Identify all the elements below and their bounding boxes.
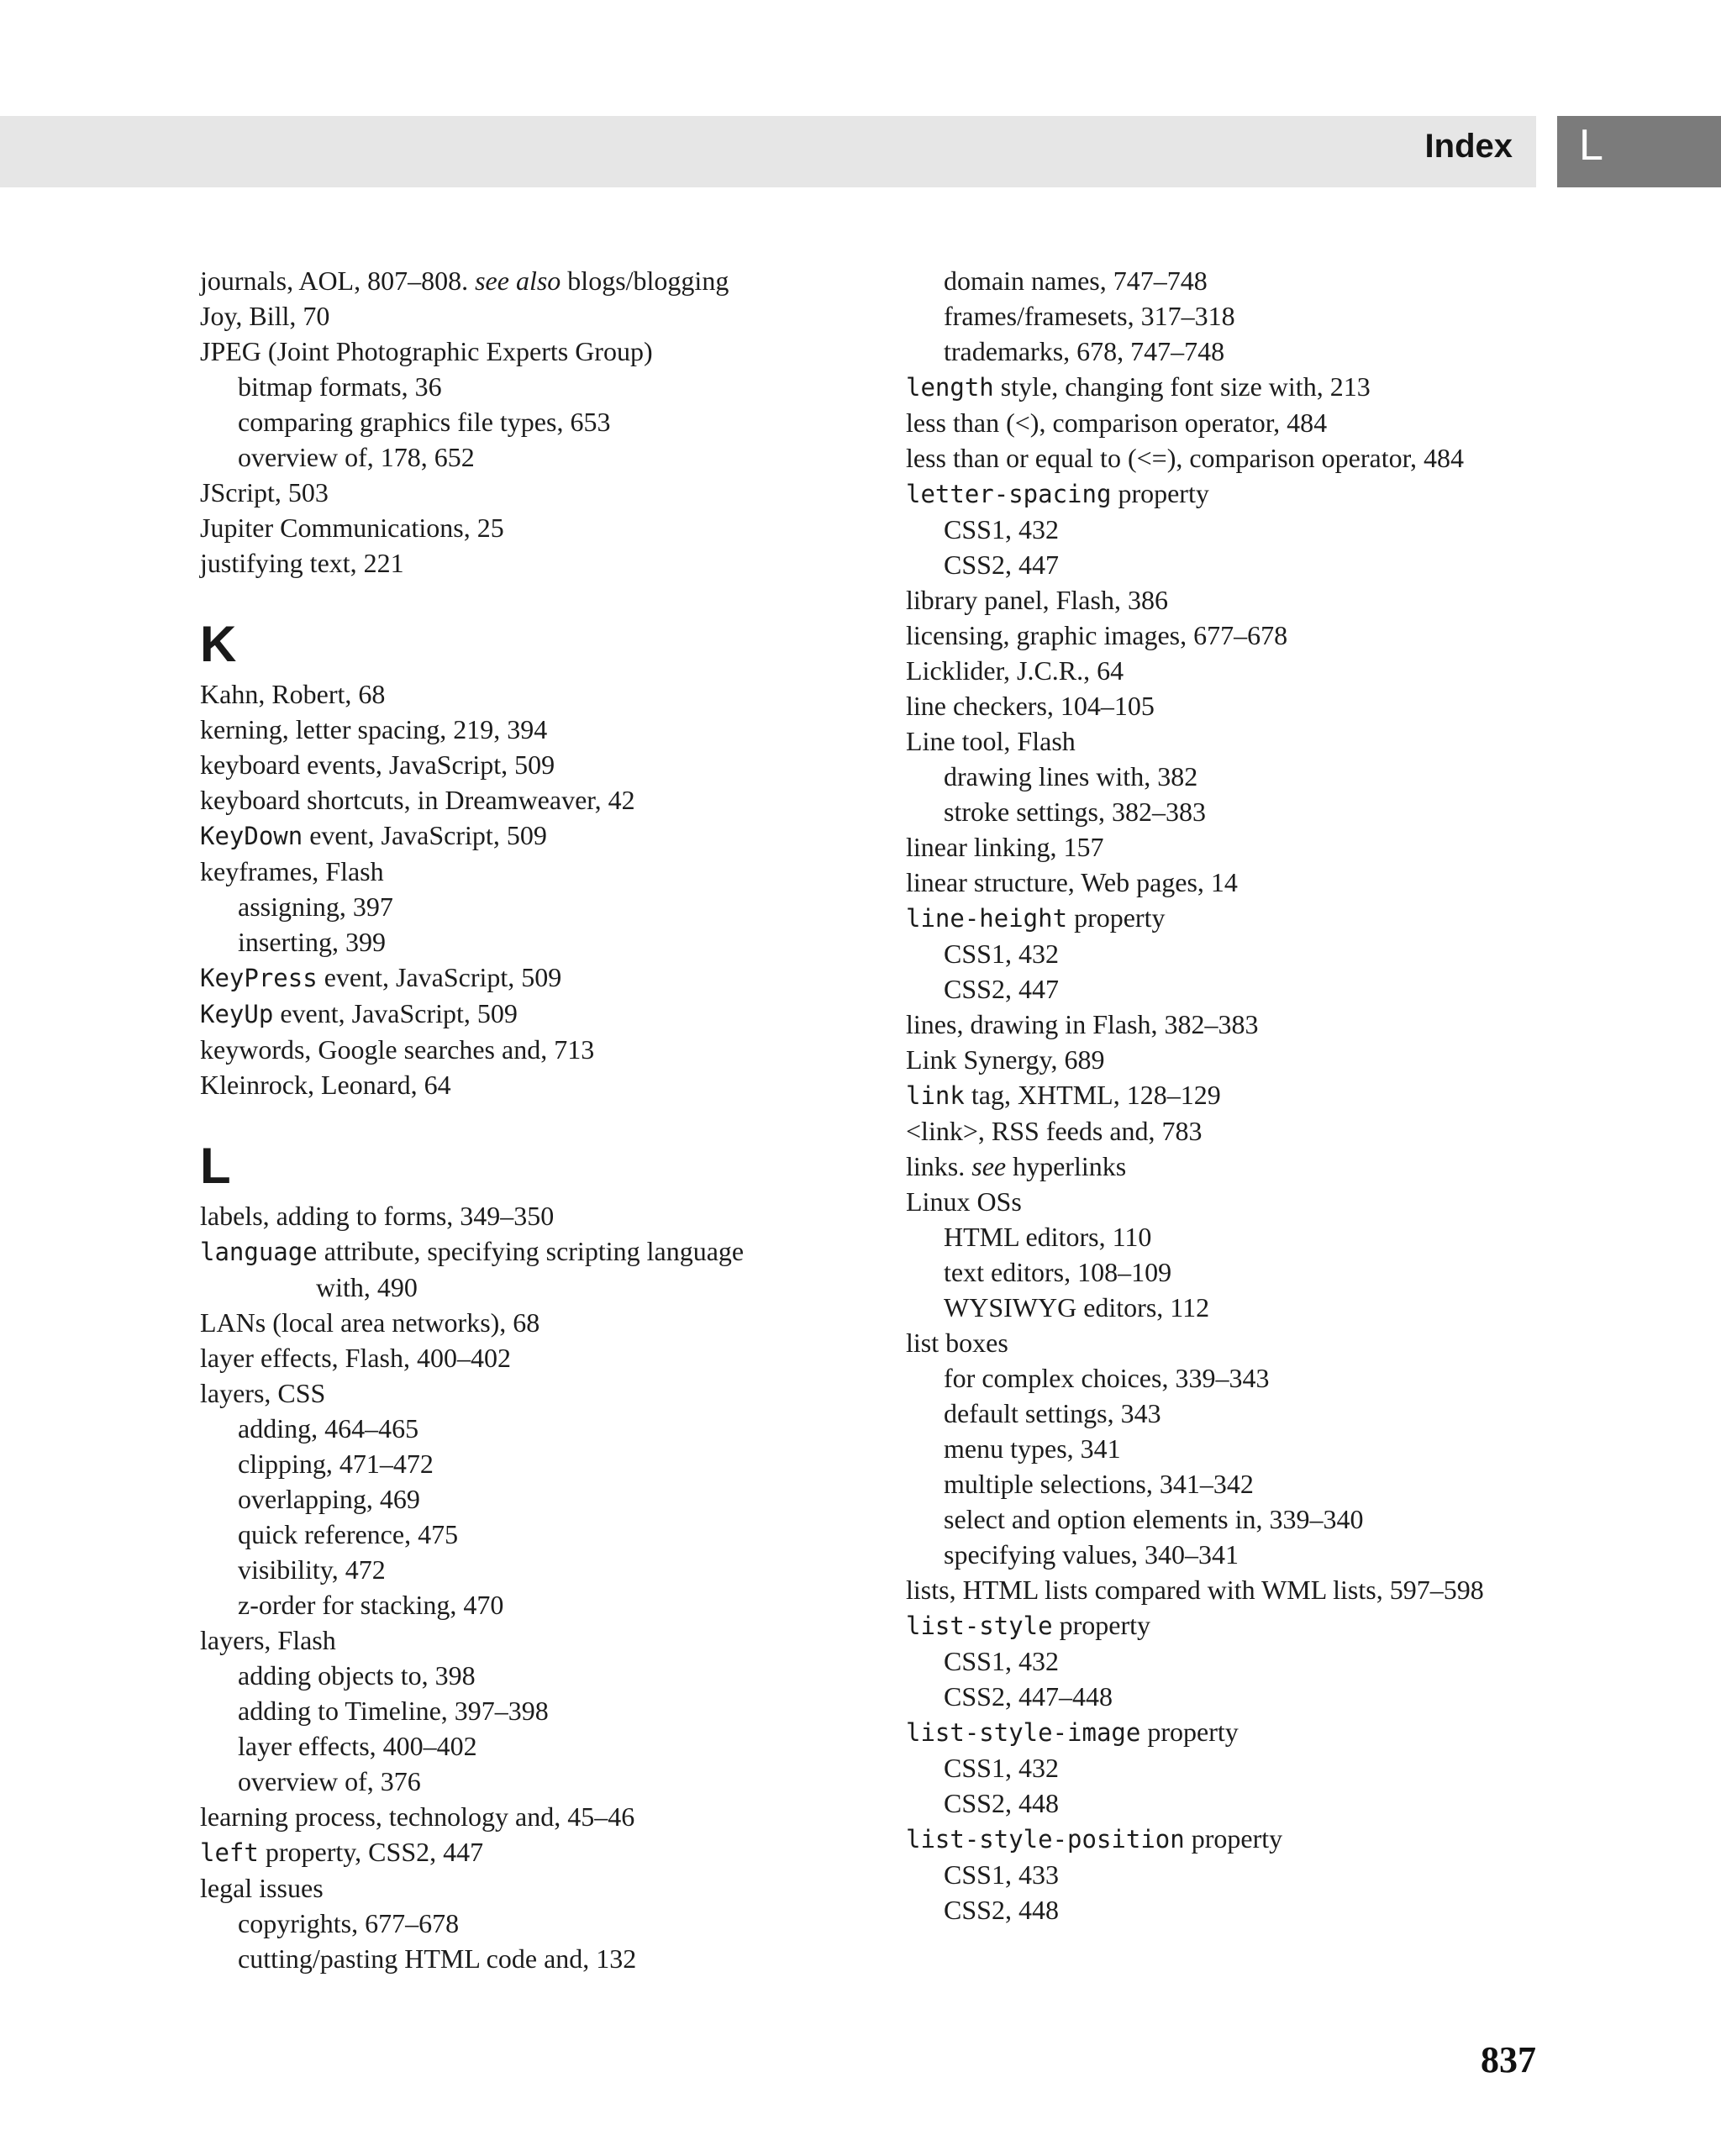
entry-text: trademarks, 678, 747–748 bbox=[944, 336, 1225, 366]
entry-code-term: list-style-position bbox=[906, 1825, 1185, 1854]
entry-text: tag, XHTML, 128–129 bbox=[964, 1080, 1221, 1110]
index-subentry bbox=[906, 1892, 1545, 1927]
index-entry bbox=[906, 723, 1545, 759]
index-subentry bbox=[906, 1643, 1545, 1679]
index-entry bbox=[200, 545, 805, 581]
index-entry bbox=[906, 405, 1545, 440]
entry-text: layer effects, Flash, 400–402 bbox=[200, 1343, 511, 1373]
entry-text: multiple selections, 341–342 bbox=[944, 1469, 1254, 1499]
index-subentry bbox=[906, 298, 1545, 334]
index-subentry bbox=[906, 1219, 1545, 1254]
index-entry bbox=[906, 829, 1545, 865]
entry-text: justifying text, 221 bbox=[200, 548, 404, 578]
index-subentry bbox=[906, 334, 1545, 369]
index-entry-continuation bbox=[200, 1270, 805, 1305]
index-subentry bbox=[200, 1411, 805, 1446]
entry-text: domain names, 747–748 bbox=[944, 266, 1208, 296]
entry-text: default settings, 343 bbox=[944, 1398, 1161, 1428]
entry-text: menu types, 341 bbox=[944, 1433, 1121, 1464]
index-subentry bbox=[906, 1857, 1545, 1892]
entry-text: Joy, Bill, 70 bbox=[200, 301, 330, 331]
entry-text: attribute, specifying scripting language bbox=[317, 1236, 745, 1266]
index-entry bbox=[906, 1572, 1545, 1607]
entry-text: <link>, RSS feeds and, 783 bbox=[906, 1116, 1203, 1146]
index-subentry bbox=[906, 1431, 1545, 1466]
entry-text: comparing graphics file types, 653 bbox=[238, 407, 611, 437]
entry-text: keyboard events, JavaScript, 509 bbox=[200, 749, 555, 780]
entry-text: CSS2, 447 bbox=[944, 974, 1059, 1004]
index-entry bbox=[906, 688, 1545, 723]
entry-text: overview of, 178, 652 bbox=[238, 442, 475, 472]
index-entry bbox=[906, 440, 1545, 476]
entry-text: JScript, 503 bbox=[200, 477, 329, 507]
entry-code-term: left bbox=[200, 1838, 259, 1867]
index-subentry bbox=[906, 1396, 1545, 1431]
index-subentry bbox=[200, 404, 805, 439]
entry-code-term: KeyDown bbox=[200, 822, 303, 850]
index-entry bbox=[906, 618, 1545, 653]
entry-text: licensing, graphic images, 677–678 bbox=[906, 620, 1288, 650]
entry-text: Linux OSs bbox=[906, 1186, 1022, 1217]
entry-code-term: KeyPress bbox=[200, 964, 318, 992]
entry-text: event, JavaScript, 509 bbox=[317, 962, 562, 992]
index-subentry bbox=[906, 1501, 1545, 1537]
entry-text: CSS2, 448 bbox=[944, 1895, 1059, 1925]
entry-text: for complex choices, 339–343 bbox=[944, 1363, 1270, 1393]
index-subentry bbox=[200, 924, 805, 960]
index-entry bbox=[200, 1067, 805, 1102]
index-subentry bbox=[906, 1679, 1545, 1714]
entry-text: journals, AOL, 807–808. bbox=[200, 266, 476, 296]
entry-text: bitmap formats, 36 bbox=[238, 371, 442, 402]
index-entry bbox=[200, 1032, 805, 1067]
entry-text: library panel, Flash, 386 bbox=[906, 585, 1168, 615]
entry-text: frames/framesets, 317–318 bbox=[944, 301, 1235, 331]
index-entry bbox=[200, 1375, 805, 1411]
entry-text: HTML editors, 110 bbox=[944, 1222, 1152, 1252]
index-subentry bbox=[906, 1466, 1545, 1501]
index-subentry bbox=[200, 369, 805, 404]
index-entry bbox=[200, 1834, 805, 1870]
entry-text: style, changing font size with, 213 bbox=[993, 371, 1371, 402]
entry-text: hyperlinks bbox=[1006, 1151, 1127, 1181]
entry-code-term: KeyUp bbox=[200, 1000, 274, 1028]
entry-text: list boxes bbox=[906, 1328, 1008, 1358]
entry-text: property bbox=[1052, 1610, 1151, 1640]
entry-code-term: length bbox=[906, 373, 994, 402]
index-entry bbox=[200, 334, 805, 369]
index-entry bbox=[906, 369, 1545, 405]
index-subentry bbox=[906, 1785, 1545, 1821]
entry-cross-reference: see also bbox=[475, 266, 561, 296]
index-entry bbox=[200, 1198, 805, 1233]
index-column-left bbox=[200, 263, 805, 1976]
index-subentry bbox=[906, 263, 1545, 298]
index-column-right bbox=[906, 263, 1545, 1927]
entry-text: Jupiter Communications, 25 bbox=[200, 513, 504, 543]
index-subentry bbox=[906, 1290, 1545, 1325]
entry-text: property, CSS2, 447 bbox=[258, 1837, 484, 1867]
index-subentry bbox=[906, 794, 1545, 829]
entry-text: keyframes, Flash bbox=[200, 856, 384, 886]
index-entry bbox=[906, 1325, 1545, 1360]
index-entry bbox=[906, 1607, 1545, 1643]
section-letter-tab bbox=[1557, 116, 1721, 187]
entry-cross-reference: see bbox=[971, 1151, 1007, 1181]
index-entry bbox=[906, 1821, 1545, 1857]
entry-text: CSS1, 432 bbox=[944, 514, 1059, 544]
index-entry bbox=[906, 1007, 1545, 1042]
entry-text: layers, Flash bbox=[200, 1625, 336, 1655]
entry-text: property bbox=[1184, 1823, 1283, 1854]
entry-text: layers, CSS bbox=[200, 1378, 326, 1408]
index-entry bbox=[200, 996, 805, 1032]
entry-code-term: language bbox=[200, 1238, 318, 1266]
entry-text: text editors, 108–109 bbox=[944, 1257, 1172, 1287]
index-entry bbox=[906, 1149, 1545, 1184]
section-letter-heading: K bbox=[200, 616, 237, 672]
page-number: 837 bbox=[1481, 2039, 1536, 2080]
entry-text: copyrights, 677–678 bbox=[238, 1908, 460, 1938]
entry-text: Licklider, J.C.R., 64 bbox=[906, 655, 1124, 686]
entry-text: Kleinrock, Leonard, 64 bbox=[200, 1070, 451, 1100]
index-entry bbox=[906, 1714, 1545, 1750]
index-entry bbox=[906, 582, 1545, 618]
index-entry bbox=[200, 1340, 805, 1375]
entry-text: inserting, 399 bbox=[238, 927, 386, 957]
index-entry bbox=[906, 1042, 1545, 1077]
entry-text: less than (<), comparison operator, 484 bbox=[906, 408, 1328, 438]
index-subentry bbox=[200, 1764, 805, 1799]
index-entry bbox=[200, 960, 805, 996]
index-subentry bbox=[906, 759, 1545, 794]
index-entry bbox=[906, 865, 1545, 900]
entry-text: CSS2, 448 bbox=[944, 1788, 1059, 1818]
entry-text: property bbox=[1140, 1717, 1239, 1747]
index-subentry bbox=[200, 1906, 805, 1941]
index-entry bbox=[200, 1799, 805, 1834]
index-subentry bbox=[906, 1254, 1545, 1290]
index-subentry bbox=[906, 547, 1545, 582]
section-letter-tab-label: L bbox=[1579, 121, 1603, 170]
entry-text: specifying values, 340–341 bbox=[944, 1539, 1239, 1570]
entry-code-term: letter-spacing bbox=[906, 480, 1112, 508]
entry-text: stroke settings, 382–383 bbox=[944, 797, 1206, 827]
entry-text: blogs/blogging bbox=[561, 266, 729, 296]
entry-text: CSS1, 432 bbox=[944, 939, 1059, 969]
entry-text: cutting/pasting HTML code and, 132 bbox=[238, 1943, 637, 1974]
index-entry bbox=[200, 1622, 805, 1658]
entry-text: CSS1, 432 bbox=[944, 1753, 1059, 1783]
entry-text: property bbox=[1067, 902, 1166, 933]
index-entry bbox=[906, 1184, 1545, 1219]
index-entry bbox=[200, 747, 805, 782]
entry-text: z-order for stacking, 470 bbox=[238, 1590, 504, 1620]
entry-text: labels, adding to forms, 349–350 bbox=[200, 1201, 555, 1231]
entry-text: linear structure, Web pages, 14 bbox=[906, 867, 1238, 897]
entry-text: visibility, 472 bbox=[238, 1554, 386, 1585]
entry-text: Kahn, Robert, 68 bbox=[200, 679, 386, 709]
entry-text: line checkers, 104–105 bbox=[906, 691, 1155, 721]
entry-text: CSS2, 447–448 bbox=[944, 1681, 1113, 1712]
section-letter-heading: L bbox=[200, 1138, 231, 1194]
index-subentry bbox=[906, 512, 1545, 547]
entry-text: property bbox=[1111, 478, 1209, 508]
index-entry bbox=[906, 653, 1545, 688]
entry-code-term: link bbox=[906, 1081, 965, 1110]
entry-text: quick reference, 475 bbox=[238, 1519, 459, 1549]
index-entry bbox=[200, 1305, 805, 1340]
index-entry bbox=[906, 1113, 1545, 1149]
index-entry bbox=[906, 476, 1545, 512]
entry-text: event, JavaScript, 509 bbox=[303, 820, 547, 850]
index-subentry bbox=[906, 936, 1545, 971]
entry-text: adding objects to, 398 bbox=[238, 1660, 476, 1691]
index-subentry bbox=[200, 1728, 805, 1764]
entry-text: clipping, 471–472 bbox=[238, 1449, 434, 1479]
entry-text: CSS2, 447 bbox=[944, 550, 1059, 580]
index-subentry bbox=[200, 1587, 805, 1622]
index-entry bbox=[200, 1870, 805, 1906]
index-subentry bbox=[906, 1750, 1545, 1785]
entry-text: legal issues bbox=[200, 1873, 324, 1903]
index-subentry bbox=[200, 889, 805, 924]
entry-code-term: list-style bbox=[906, 1612, 1053, 1640]
index-entry bbox=[200, 818, 805, 854]
entry-text: lists, HTML lists compared with WML lists, 597–598 bbox=[906, 1575, 1484, 1605]
entry-text: keywords, Google searches and, 713 bbox=[200, 1034, 595, 1065]
index-entry bbox=[906, 900, 1545, 936]
header-title: Index bbox=[1424, 128, 1513, 165]
entry-text: overlapping, 469 bbox=[238, 1484, 420, 1514]
index-entry bbox=[200, 712, 805, 747]
entry-text: drawing lines with, 382 bbox=[944, 761, 1198, 791]
entry-text: JPEG (Joint Photographic Experts Group) bbox=[200, 336, 653, 366]
entry-text: keyboard shortcuts, in Dreamweaver, 42 bbox=[200, 785, 635, 815]
index-entry bbox=[200, 1233, 805, 1270]
index-subentry bbox=[200, 1941, 805, 1976]
entry-text: LANs (local area networks), 68 bbox=[200, 1307, 540, 1338]
index-subentry bbox=[200, 1517, 805, 1552]
entry-text: lines, drawing in Flash, 382–383 bbox=[906, 1009, 1259, 1039]
entry-text: overview of, 376 bbox=[238, 1766, 421, 1796]
index-subentry bbox=[200, 1446, 805, 1481]
index-subentry bbox=[200, 1481, 805, 1517]
index-subentry bbox=[906, 1360, 1545, 1396]
entry-text: select and option elements in, 339–340 bbox=[944, 1504, 1364, 1534]
entry-text: adding, 464–465 bbox=[238, 1413, 419, 1443]
entry-text: CSS1, 432 bbox=[944, 1646, 1059, 1676]
entry-code-term: list-style-image bbox=[906, 1718, 1141, 1747]
running-header-bar bbox=[0, 116, 1536, 187]
entry-text: with, 490 bbox=[316, 1272, 418, 1302]
entry-text: Line tool, Flash bbox=[906, 726, 1076, 756]
index-subentry bbox=[906, 971, 1545, 1007]
index-subentry bbox=[200, 1552, 805, 1587]
entry-text: CSS1, 433 bbox=[944, 1859, 1059, 1890]
index-entry bbox=[200, 676, 805, 712]
index-subentry bbox=[906, 1537, 1545, 1572]
entry-text: event, JavaScript, 509 bbox=[273, 998, 518, 1028]
index-subentry bbox=[200, 1693, 805, 1728]
entry-text: learning process, technology and, 45–46 bbox=[200, 1801, 635, 1832]
entry-text: assigning, 397 bbox=[238, 891, 393, 922]
index-subentry bbox=[200, 1658, 805, 1693]
index-entry bbox=[200, 298, 805, 334]
entry-text: less than or equal to (<=), comparison operator, 484 bbox=[906, 443, 1464, 473]
index-entry bbox=[200, 475, 805, 510]
entry-text: Link Synergy, 689 bbox=[906, 1044, 1105, 1075]
index-subentry bbox=[200, 439, 805, 475]
entry-text: links. bbox=[906, 1151, 972, 1181]
index-entry bbox=[200, 263, 805, 298]
index-entry bbox=[200, 510, 805, 545]
entry-text: linear linking, 157 bbox=[906, 832, 1104, 862]
entry-text: layer effects, 400–402 bbox=[238, 1731, 477, 1761]
entry-text: adding to Timeline, 397–398 bbox=[238, 1696, 549, 1726]
index-entry bbox=[906, 1077, 1545, 1113]
index-entry bbox=[200, 782, 805, 818]
entry-text: kerning, letter spacing, 219, 394 bbox=[200, 714, 548, 744]
entry-code-term: line-height bbox=[906, 904, 1068, 933]
index-entry bbox=[200, 854, 805, 889]
entry-text: WYSIWYG editors, 112 bbox=[944, 1292, 1210, 1323]
